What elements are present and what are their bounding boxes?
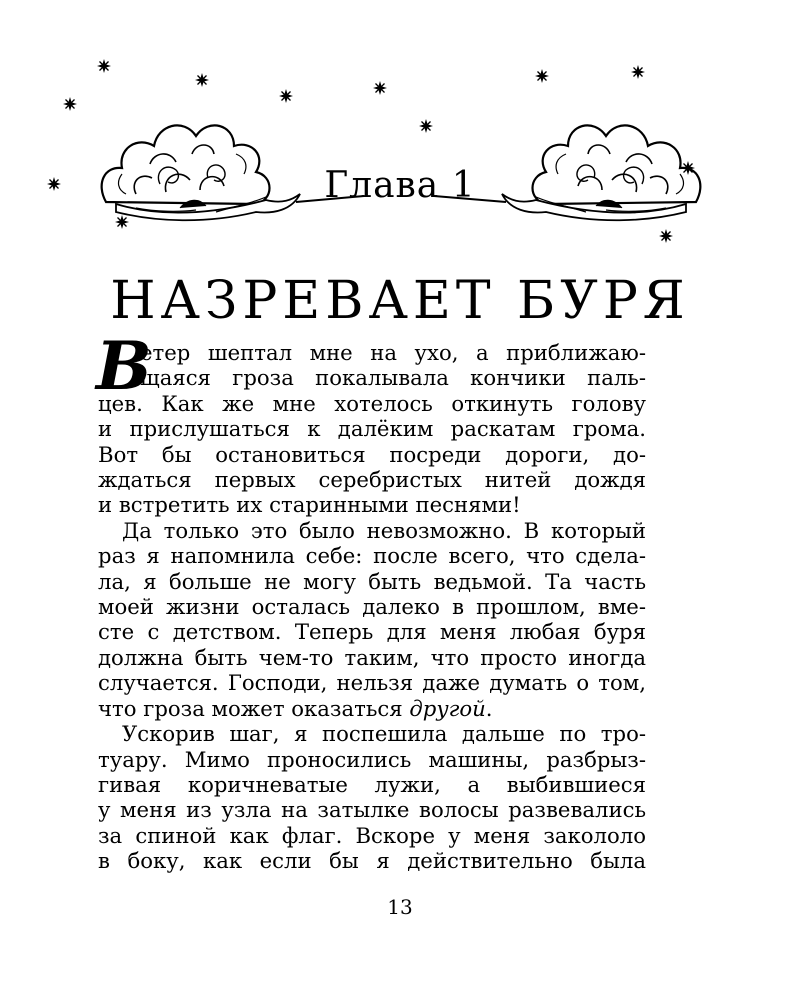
text-line: щаяся гроза покалывала кончики паль- xyxy=(140,365,646,391)
text-line: сте с детством. Теперь для меня любая буря xyxy=(98,619,646,645)
chapter-body-text xyxy=(96,327,646,874)
text-line: за спиной как флаг. Вскоре у меня закололо xyxy=(98,822,646,848)
italic-word: другой xyxy=(409,695,486,721)
text-line: и прислушаться к далёким раскатам грома. xyxy=(98,416,646,442)
text-line xyxy=(98,696,646,721)
text-line: туару. Мимо проносились машины, разбрыз- xyxy=(98,746,646,772)
text-line: гивая коричневатые лужи, а выбившиеся xyxy=(98,771,646,797)
text-line: должна быть чем-то таким, что просто иногда xyxy=(98,644,646,670)
text-line: у меня из узла на затылке волосы развевались xyxy=(98,797,646,823)
text-line: моей жизни осталась далеко в прошлом, вме- xyxy=(98,594,646,620)
text-line: Да только это было невозможно. В который xyxy=(122,517,646,543)
text-line: Ускорив шаг, я поспешила дальше по тро- xyxy=(122,721,646,747)
chapter-label: Глава 1 xyxy=(324,165,476,206)
page-number: 13 xyxy=(387,895,413,919)
text-line: и встретить их старинными песнями! xyxy=(98,492,521,518)
chapter-header-decoration xyxy=(0,0,800,300)
text-line: ла, я больше не могу быть ведьмой. Та часть xyxy=(98,568,646,594)
drop-cap: В xyxy=(96,327,152,405)
text-line: ждаться первых серебристых нитей дождя xyxy=(98,467,646,493)
text-line: етер шептал мне на ухо, а приближаю- xyxy=(140,340,646,365)
text-line: Вот бы остановиться посреди дороги, до- xyxy=(98,441,646,467)
chapter-title: НАЗРЕВАЕТ БУРЯ xyxy=(110,270,690,331)
text-line: цев. Как же мне хотелось откинуть голову xyxy=(98,390,646,416)
text-line: случается. Господи, нельзя даже думать о том, xyxy=(98,670,646,696)
text-fragment: . xyxy=(485,695,493,721)
text-fragment: что гроза может оказаться xyxy=(98,695,410,721)
text-line: раз я напомнила себе: после всего, что сдела- xyxy=(98,543,646,569)
text-line: в боку, как если бы я действительно была xyxy=(98,848,646,874)
